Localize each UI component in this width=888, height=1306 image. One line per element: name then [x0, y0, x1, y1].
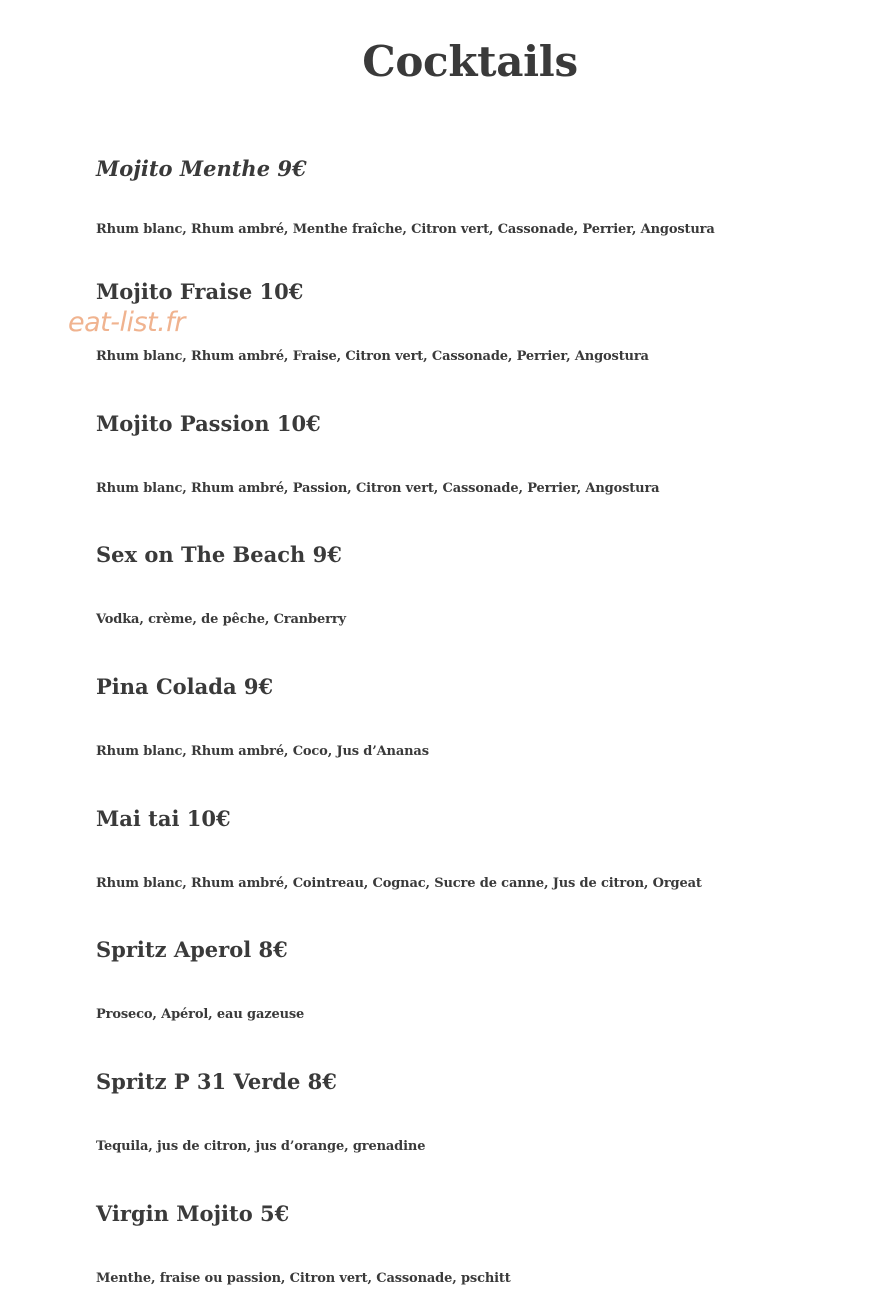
menu-item-name: Mojito Fraise 10€ [96, 279, 304, 304]
menu-item-description: Rhum blanc, Rhum ambré, Menthe fraîche, Citron vert, Cassonade, Perrier, Angostura [96, 222, 715, 237]
menu-item-description: Vodka, crème, de pêche, Cranberry [96, 612, 346, 627]
menu-item-description: Rhum blanc, Rhum ambré, Coco, Jus d’Ananas [96, 744, 429, 759]
menu-item-name: Spritz P 31 Verde 8€ [96, 1069, 337, 1094]
menu-item-name: Spritz Aperol 8€ [96, 937, 288, 962]
menu-item-description: Rhum blanc, Rhum ambré, Cointreau, Cognac, Sucre de canne, Jus de citron, Orgeat [96, 876, 702, 891]
menu-item-description: Rhum blanc, Rhum ambré, Passion, Citron vert, Cassonade, Perrier, Angostura [96, 481, 660, 496]
menu-item-name: Mojito Passion 10€ [96, 411, 321, 436]
menu-item-name: Mai tai 10€ [96, 806, 231, 831]
menu-item-description: Menthe, fraise ou passion, Citron vert, Cassonade, pschitt [96, 1271, 511, 1286]
watermark-text: eat-list.fr [68, 307, 185, 338]
page-title: Cocktails [362, 37, 578, 86]
menu-item-name: Pina Colada 9€ [96, 674, 274, 699]
menu-item-description: Rhum blanc, Rhum ambré, Fraise, Citron vert, Cassonade, Perrier, Angostura [96, 349, 649, 364]
menu-item-description: Proseco, Apérol, eau gazeuse [96, 1007, 305, 1022]
menu-item-name: Mojito Menthe 9€ [96, 156, 307, 181]
menu-item-name: Virgin Mojito 5€ [96, 1201, 290, 1226]
menu-item-name: Sex on The Beach 9€ [96, 542, 342, 567]
menu-item-description: Tequila, jus de citron, jus d’orange, grenadine [96, 1139, 426, 1154]
